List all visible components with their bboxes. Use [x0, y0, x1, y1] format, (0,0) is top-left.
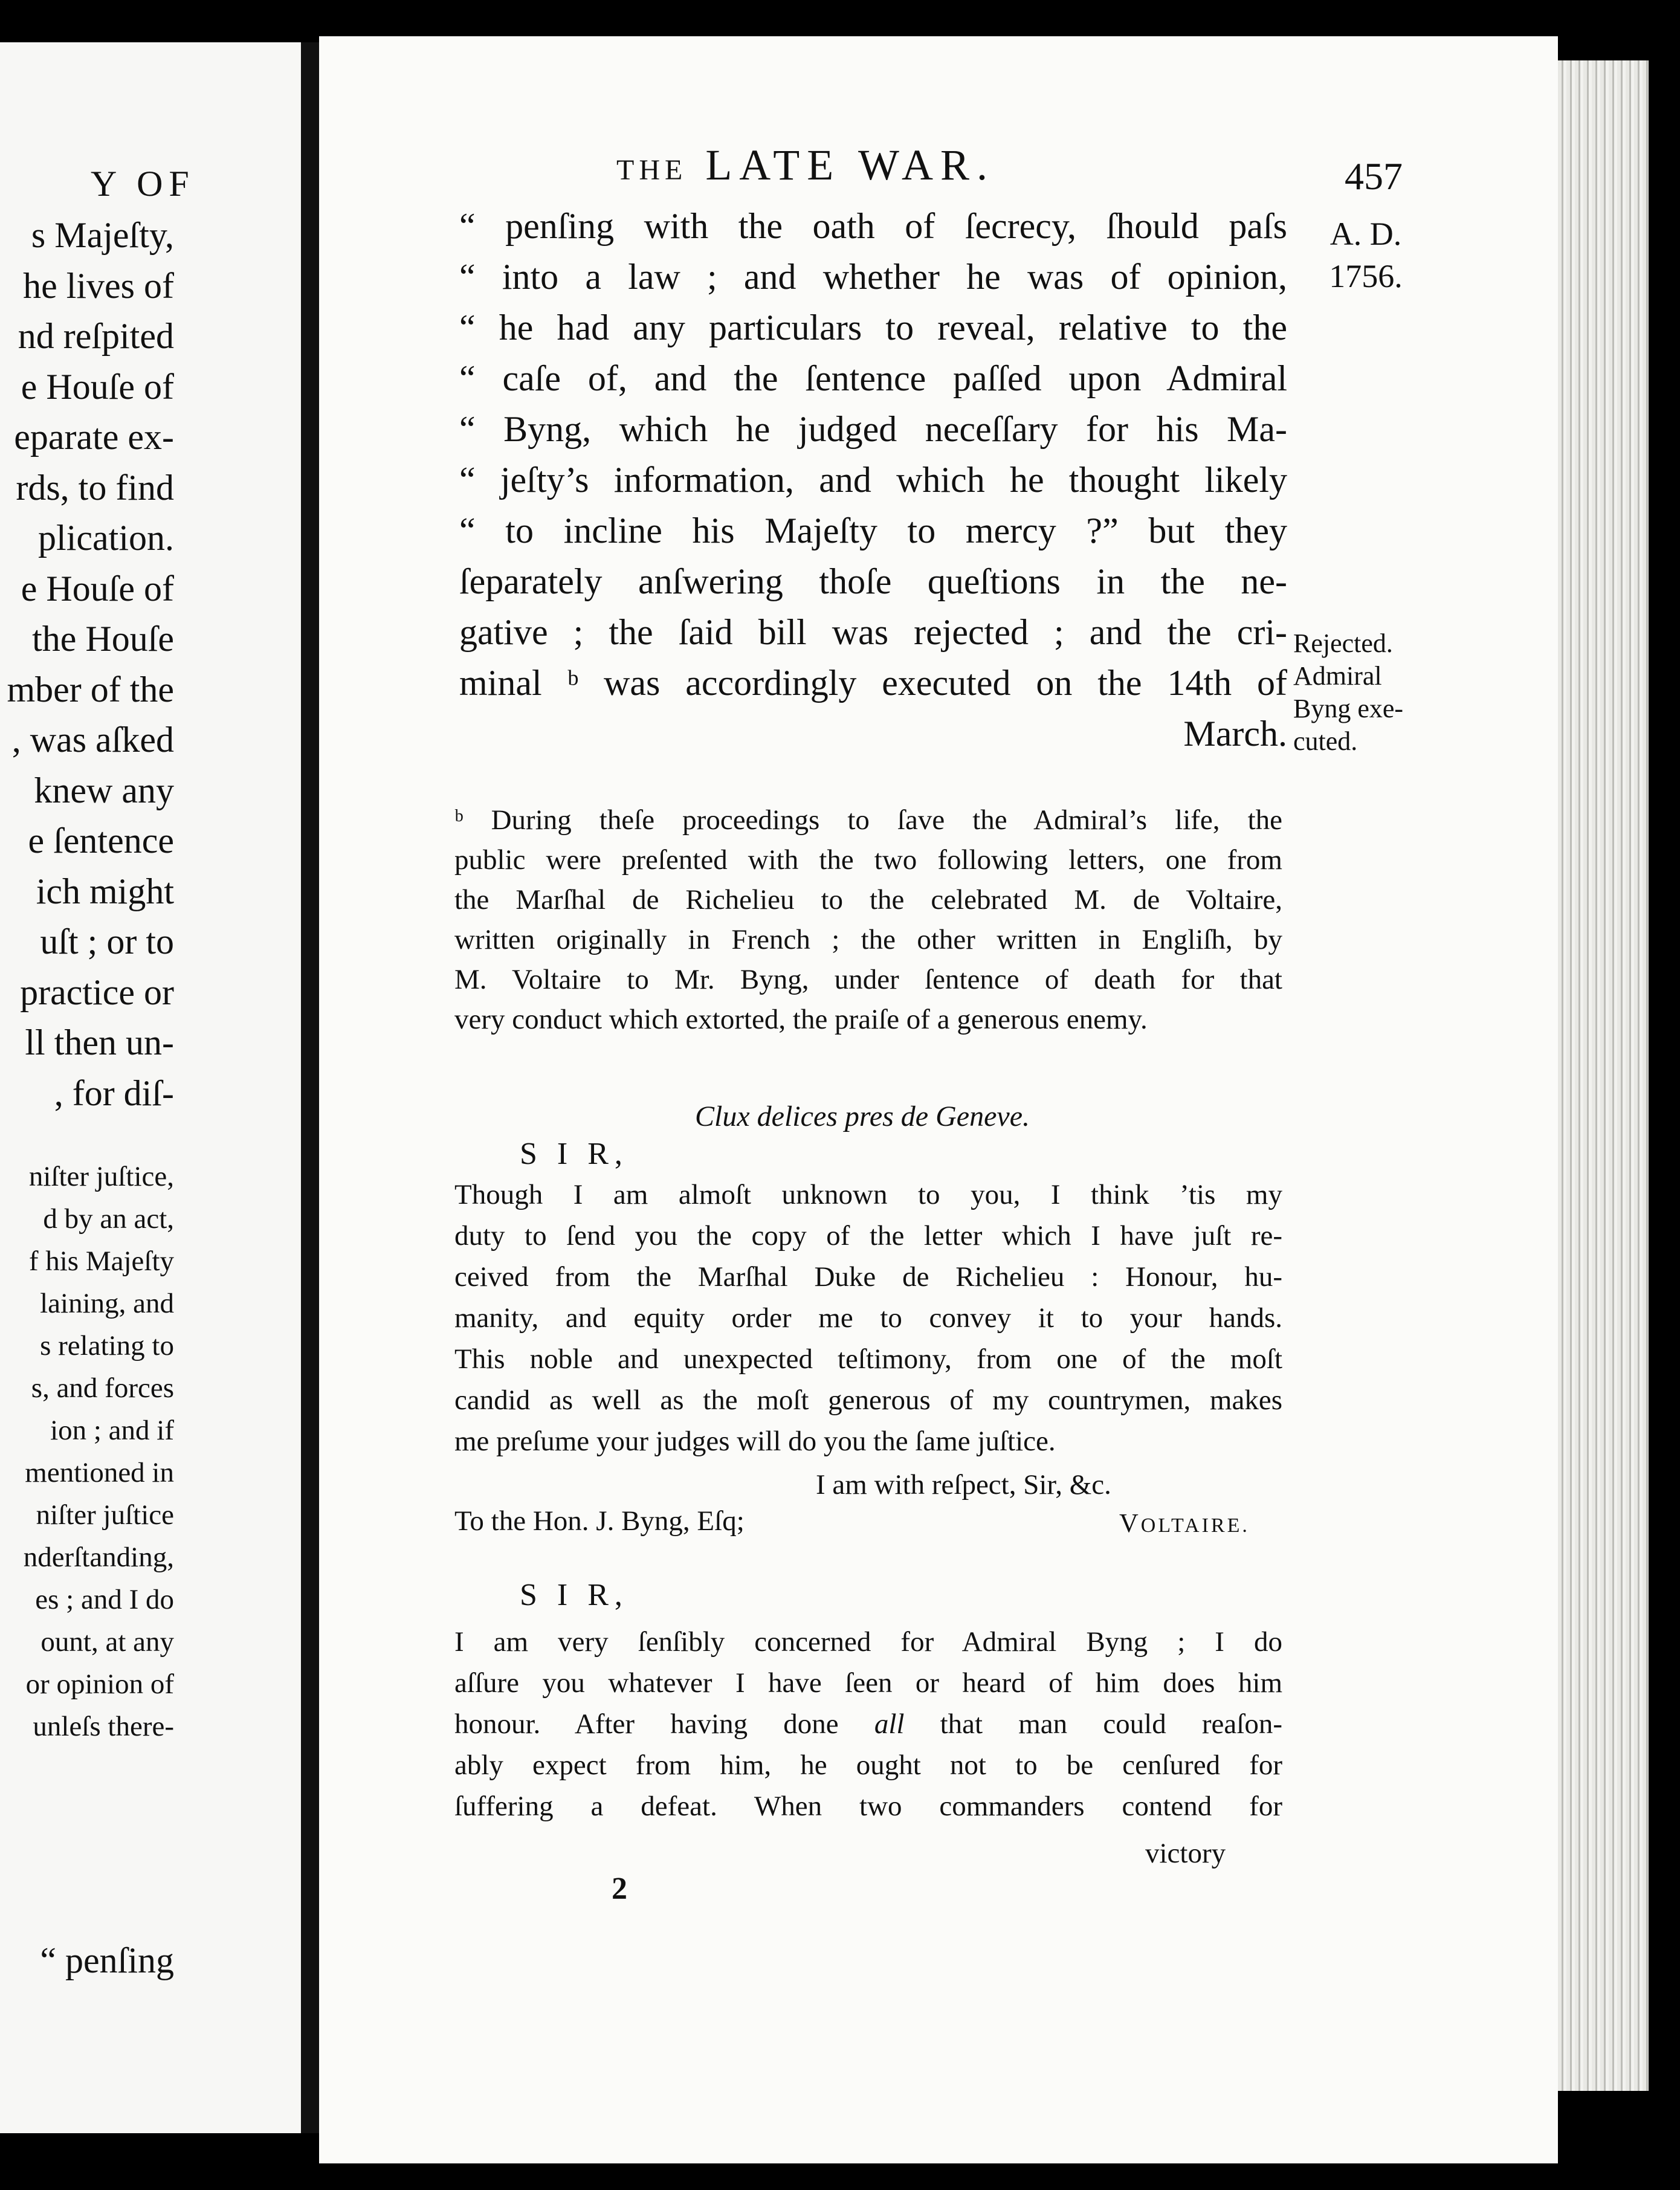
text-line: “ he had any particulars to reveal, relative to the	[459, 308, 1287, 347]
text-line: very conduct which extorted, the praiſe of a generous enemy.	[454, 1004, 1148, 1035]
text-line: M. Voltaire to Mr. Byng, under ſentence of death for that	[454, 964, 1282, 995]
page-edges	[1558, 60, 1649, 2091]
letter-dateline: Clux delices pres de Geneve.	[695, 1100, 1030, 1132]
text-line: “ caſe of, and the ſentence paſſed upon Admiral	[459, 358, 1287, 398]
text-line: laining, and	[40, 1288, 174, 1319]
text-line: es ; and I do	[35, 1584, 174, 1615]
margin-year: 1756.	[1329, 258, 1403, 294]
text-line: ably expect from him, he ought not to be cenſured for	[454, 1749, 1282, 1781]
letter1-signature	[1119, 1508, 1250, 1539]
text-line: nderſtanding,	[23, 1542, 174, 1573]
text-line: This noble and unexpected teſtimony, from one of the moſt	[454, 1343, 1282, 1375]
text-line: e Houſe of	[21, 366, 174, 407]
text-line: the Marſhal de Richelieu to the celebrated M. de Voltaire,	[454, 884, 1282, 916]
text-line: nd reſpited	[18, 316, 174, 356]
text-line: , was aſked	[11, 720, 174, 760]
text-line: candid as well as the moſt generous of my countrymen, makes	[454, 1384, 1282, 1416]
text-line: rds, to find	[16, 467, 174, 508]
text-line: mber of the	[7, 669, 174, 709]
text-line: minal ᵇ was accordingly executed on the 14th of	[459, 663, 1287, 703]
text-line: or opinion of	[25, 1668, 174, 1700]
text-line: niſter juſtice,	[28, 1161, 174, 1192]
text-line: honour. After having done all that man could reaſon-	[454, 1708, 1282, 1740]
letter1-salutation: S I R,	[520, 1137, 628, 1171]
side-note-line: Admiral	[1293, 661, 1382, 691]
text-line: me preſume your judges will do you the ſame juſtice.	[454, 1426, 1056, 1457]
side-note	[1293, 627, 1432, 758]
text-line: ount, at any	[40, 1626, 174, 1658]
text-line: ſuffering a defeat. When two commanders contend for	[454, 1791, 1282, 1822]
text-line: Though I am almoſt unknown to you, I think ’tis my	[454, 1179, 1282, 1210]
text-line: “ Byng, which he judged neceſſary for his Ma-	[459, 409, 1287, 449]
text-line: public were preſented with the two following letters, one from	[454, 844, 1282, 876]
catchword: victory	[1145, 1838, 1226, 1869]
text-line: ll then un-	[25, 1022, 174, 1062]
signature-initial: V	[1119, 1508, 1141, 1538]
text-line: niſter juſtice	[36, 1499, 174, 1531]
text-line: ceived from the Marſhal Duke de Richelieu : Honour, hu-	[454, 1261, 1282, 1293]
page-number: 457	[1345, 155, 1403, 198]
text-line: ſeparately anſwering thoſe queſtions in the ne-	[459, 561, 1287, 601]
text-line: unleſs there-	[33, 1711, 174, 1742]
running-head-title: LATE WAR.	[705, 141, 995, 189]
text-line: he lives of	[23, 265, 174, 306]
running-head	[616, 140, 995, 190]
text-line: ich might	[36, 871, 174, 911]
text-line: e Houſe of	[21, 568, 174, 609]
text-line: s relating to	[40, 1330, 174, 1361]
text-line: duty to ſend you the copy of the letter which I have juſt re-	[454, 1220, 1282, 1252]
emphasis-word: all	[874, 1708, 905, 1740]
text-line: I am very ſenſibly concerned for Admiral Byng ; I do	[454, 1626, 1282, 1658]
background-corner	[1535, 0, 1680, 36]
text-line: f his Majeſty	[28, 1245, 174, 1277]
letter2-salutation: S I R,	[520, 1578, 628, 1612]
text-line: manity, and equity order me to convey it to your hands.	[454, 1302, 1282, 1334]
text-line: aſſure you whatever I have ſeen or heard of him does him	[454, 1667, 1282, 1699]
text-line: “ jeſty’s information, and which he thought likely	[459, 460, 1287, 500]
text-line: ion ; and if	[50, 1415, 174, 1446]
margin-ad: A. D.	[1329, 216, 1402, 252]
facing-page-left	[0, 42, 301, 2133]
text-line: eparate ex-	[14, 417, 174, 457]
text-line: e ſentence	[28, 821, 174, 861]
text-line: “ into a law ; and whether he was of opinion,	[459, 257, 1287, 297]
side-note-line: cuted.	[1293, 726, 1358, 756]
signature-mark: 2	[612, 1872, 627, 1906]
left-catchword: “ penſing	[40, 1940, 174, 1980]
text-line: mentioned in	[25, 1457, 174, 1488]
letter1-addressee: To the Hon. J. Byng, Eſq;	[454, 1505, 745, 1537]
margin-year-note	[1317, 213, 1414, 297]
text-line: knew any	[34, 770, 174, 810]
text-line: the Houſe	[32, 619, 174, 659]
left-running-head: Y OF	[91, 164, 195, 204]
text-line: practice or	[20, 972, 174, 1012]
signature-rest: OLTAIRE.	[1140, 1514, 1250, 1537]
text-line: plication.	[38, 518, 174, 558]
side-note-line: Rejected.	[1293, 628, 1393, 658]
text-line: written originally in French ; the other written in Engliſh, by	[454, 924, 1282, 955]
text-line: d by an act,	[43, 1203, 174, 1235]
text-line: s, and forces	[31, 1372, 174, 1404]
letter1-sign-off: I am with reſpect, Sir, &c.	[816, 1469, 1111, 1500]
side-note-line: Byng exe-	[1293, 694, 1404, 723]
text-line: uſt ; or to	[40, 922, 174, 961]
text-line: ᵇ During theſe proceedings to ſave the Admiral’s life, the	[454, 804, 1282, 836]
running-head-the: THE	[616, 154, 688, 186]
text-line: “ to incline his Majeſty to mercy ?” but they	[459, 511, 1287, 551]
book-gutter	[301, 42, 319, 2133]
text-line: March.	[1183, 714, 1287, 754]
text-line: “ penſing with the oath of ſecrecy, ſhould paſs	[459, 206, 1287, 246]
text-line: , for diſ-	[54, 1073, 174, 1113]
text-line: gative ; the ſaid bill was rejected ; and the cri-	[459, 612, 1287, 652]
text-line: s Majeſty,	[31, 215, 174, 255]
